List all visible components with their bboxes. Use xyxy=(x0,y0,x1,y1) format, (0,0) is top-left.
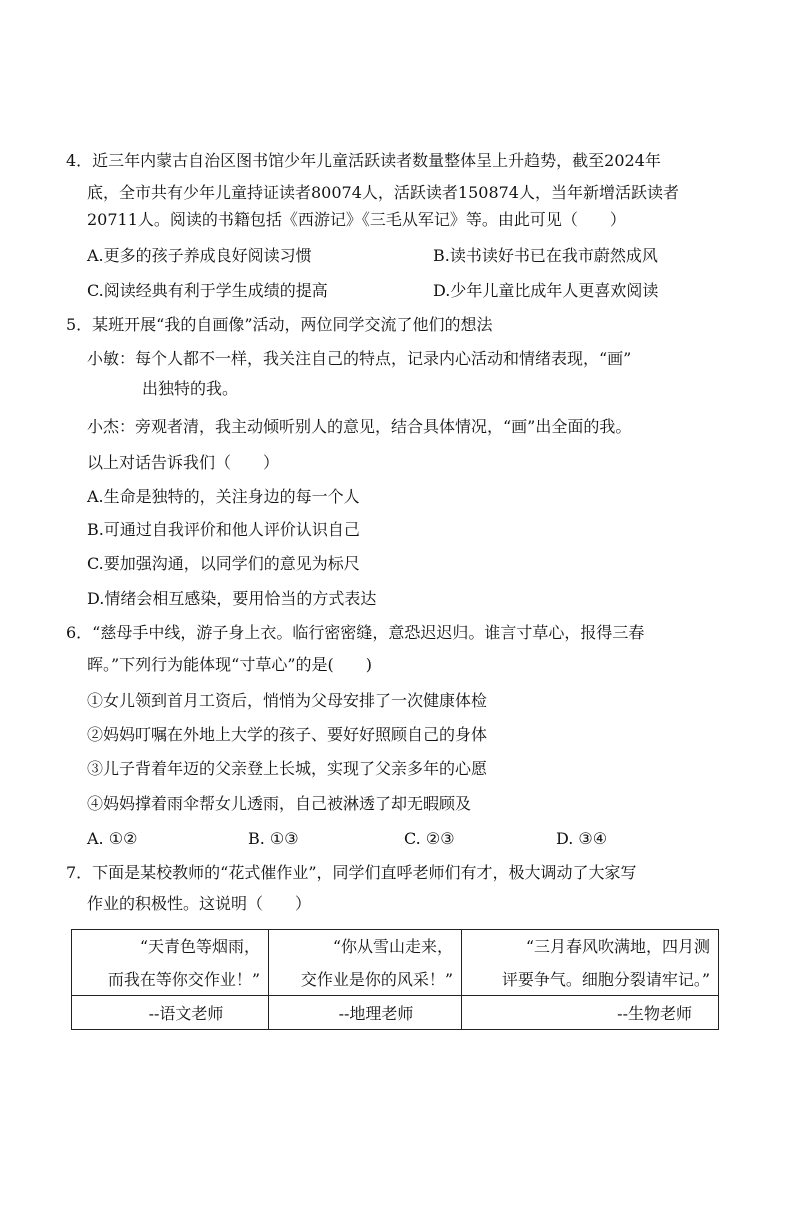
q5-option-c: C.要加强沟通，以同学们的意见为标尺 xyxy=(87,554,360,573)
q6-option-b: B. ①③ xyxy=(248,829,299,848)
q5-option-d: D.情绪会相互感染，要用恰当的方式表达 xyxy=(87,589,377,608)
q6-item-2: ②妈妈叮嘱在外地上大学的孩子、要好好照顾自己的身体 xyxy=(87,725,488,744)
chinese-teacher-signature: --语文老师 xyxy=(72,996,269,1030)
q4-options-row1 xyxy=(87,245,727,267)
q4-stem-line1: 4．近三年内蒙古自治区图书馆少年儿童活跃读者数量整体呈上升趋势，截至2024年 xyxy=(66,151,661,170)
q4-option-c: C.阅读经典有利于学生成绩的提高 xyxy=(87,281,328,300)
geography-teacher-signature: --地理老师 xyxy=(269,996,462,1030)
q4-stem-line3: 20711人。阅读的书籍包括《西游记》《三毛从军记》等。由此可见（ ） xyxy=(87,210,626,229)
q6-stem-line1: 6．“慈母手中线，游子身上衣。临行密密缝，意恐迟迟归。谁言寸草心，报得三春 xyxy=(66,623,645,642)
q6-option-c: C. ②③ xyxy=(404,829,455,848)
q7-stem-line2: 作业的积极性。这说明（ ） xyxy=(87,894,312,913)
q5-option-b: B.可通过自我评价和他人评价认识自己 xyxy=(87,520,360,539)
q5-xiaojie: 小杰：旁观者清，我主动倾听别人的意见，结合具体情况，“画”出全面的我。 xyxy=(87,417,632,436)
q4-option-d: D.少年儿童比成年人更喜欢阅读 xyxy=(433,281,659,300)
q6-options-row xyxy=(87,828,727,850)
q6-item-1: ①女儿领到首月工资后，悄悄为父母安排了一次健康体检 xyxy=(87,691,488,710)
q4-option-b: B.读书读好书已在我市蔚然成风 xyxy=(433,246,658,265)
chinese-teacher-quote-line1: “天青色等烟雨， xyxy=(72,930,269,962)
q6-option-a: A. ①② xyxy=(87,829,138,848)
q6-option-d: D. ③④ xyxy=(556,829,608,848)
q5-question: 以上对话告诉我们（ ） xyxy=(87,453,280,472)
q5-xiaomin-line2: 出独特的我。 xyxy=(142,379,239,398)
q7-stem-line1: 7．下面是某校教师的“花式催作业”，同学们直呼老师们有才，极大调动了大家写 xyxy=(66,863,637,882)
table-row xyxy=(72,961,719,996)
q6-item-4: ④妈妈撑着雨伞帮女儿透雨，自己被淋透了却无暇顾及 xyxy=(87,794,472,813)
q6-item-3: ③儿子背着年迈的父亲登上长城，实现了父亲多年的心愿 xyxy=(87,759,488,778)
q4-stem-line2: 底，全市共有少年儿童持证读者80074人，活跃读者150874人，当年新增活跃读者 xyxy=(87,183,679,202)
q4-options-row2 xyxy=(87,280,727,302)
chinese-teacher-quote-line2: 而我在等你交作业！” xyxy=(72,961,269,996)
table-row xyxy=(72,996,719,1030)
geography-teacher-quote-line2: 交作业是你的风采！” xyxy=(269,961,462,996)
geography-teacher-quote-line1: “你从雪山走来， xyxy=(269,930,462,962)
q4-option-a: A.更多的孩子养成良好阅读习惯 xyxy=(87,246,312,265)
q5-xiaomin-line1: 小敏：每个人都不一样，我关注自己的特点，记录内心活动和情绪表现，“画” xyxy=(87,349,632,368)
table-row xyxy=(72,930,719,962)
teacher-quotes-table xyxy=(71,929,719,1030)
biology-teacher-quote-line1: “三月春风吹满地，四月测 xyxy=(462,930,719,962)
q5-option-a: A.生命是独特的，关注身边的每一个人 xyxy=(87,487,360,506)
biology-teacher-signature: --生物老师 xyxy=(462,996,719,1030)
biology-teacher-quote-line2: 评要争气。细胞分裂请牢记。” xyxy=(462,961,719,996)
q6-stem-line2: 晖。”下列行为能体现“寸草心”的是( ) xyxy=(87,655,373,674)
q5-stem: 5．某班开展“我的自画像”活动，两位同学交流了他们的想法 xyxy=(66,315,493,334)
